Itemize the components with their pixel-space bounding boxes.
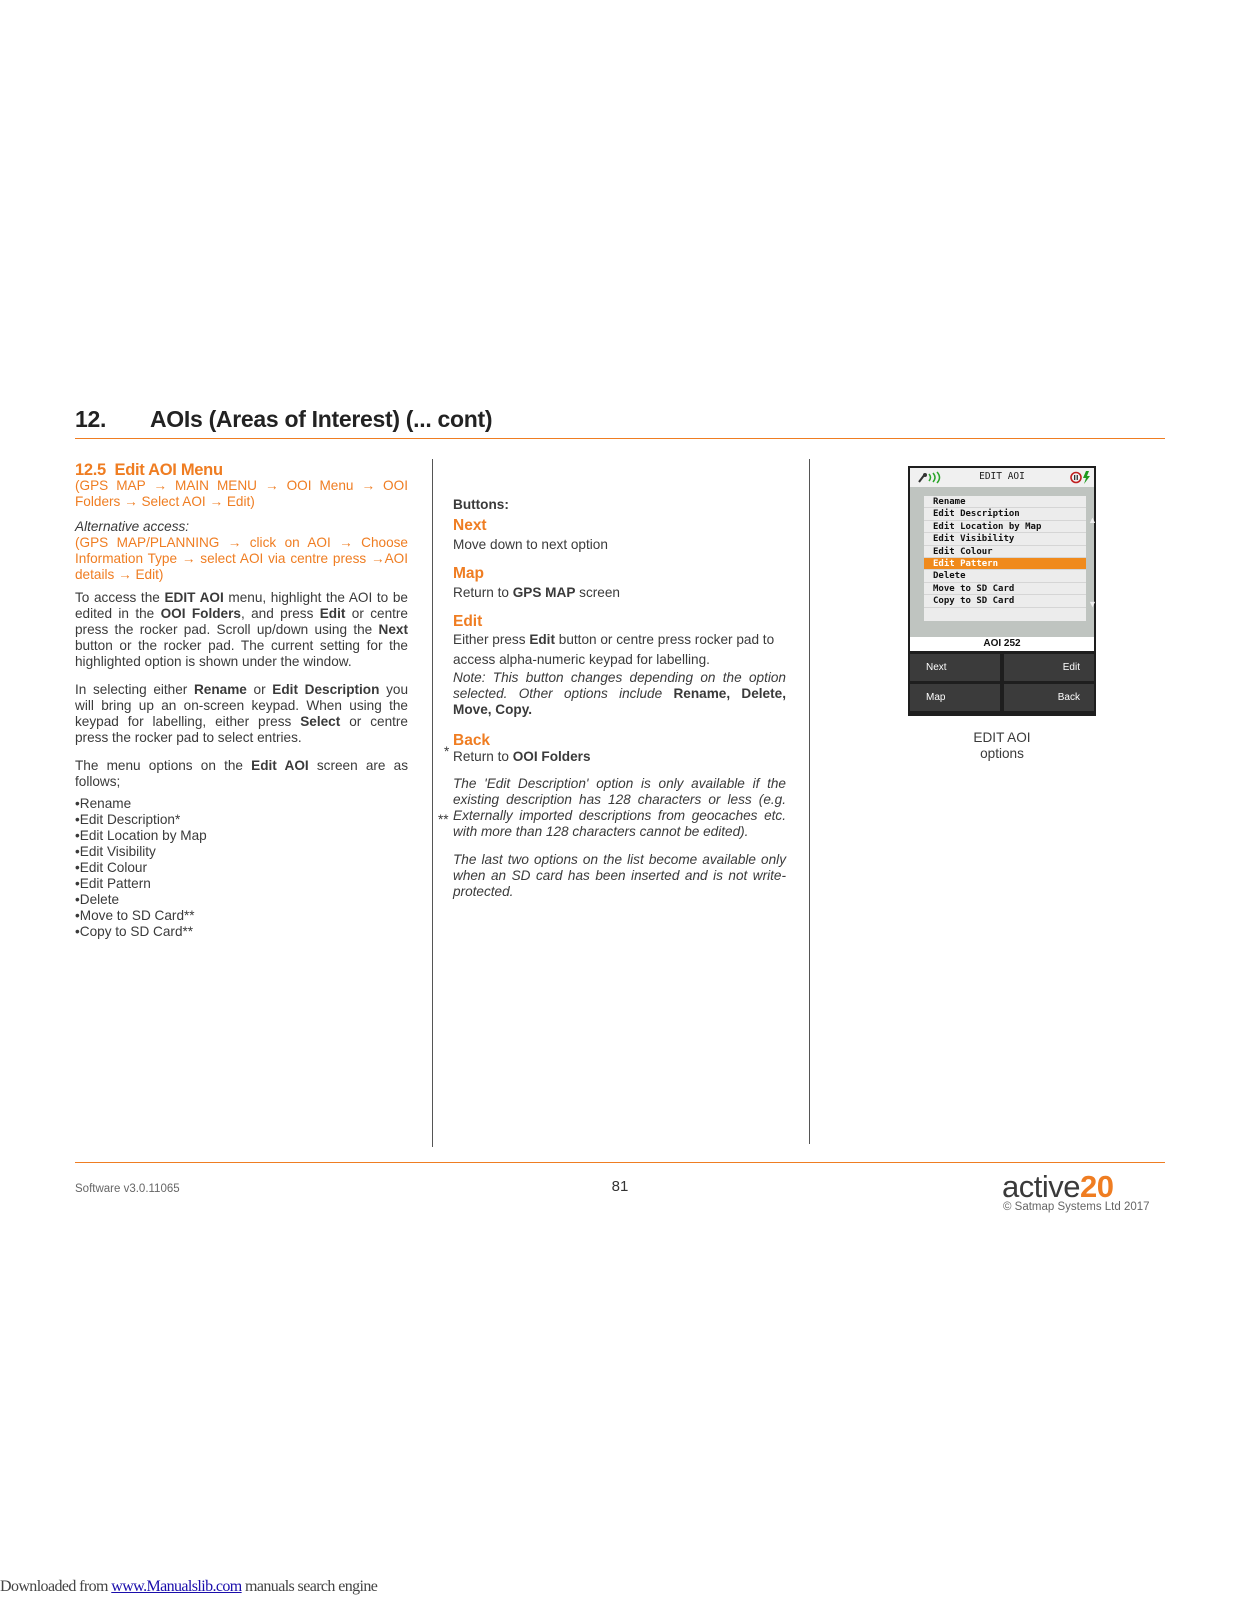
- text-bold: OOI Folders: [512, 749, 591, 764]
- text: button or the rocker pad. The current setting for the highlighted option is shown under the window.: [75, 638, 408, 669]
- text-bold: Edit AOI: [251, 758, 309, 773]
- brand-logo-number: 20: [1079, 1169, 1114, 1204]
- device-menu-item[interactable]: Edit Description: [924, 508, 1086, 520]
- device-menu-list: [924, 496, 1086, 621]
- section-title: Edit AOI Menu: [114, 461, 223, 479]
- list-item: • Edit Visibility: [75, 844, 408, 860]
- column-divider-left: [432, 459, 433, 1147]
- paragraph-options-intro: [75, 758, 408, 790]
- text: The menu options on the: [75, 758, 252, 773]
- list-item: • Edit Pattern: [75, 876, 408, 892]
- list-item: • Rename: [75, 796, 408, 812]
- caption-line-1: EDIT AOI: [973, 730, 1031, 745]
- scroll-up-icon[interactable]: ▲: [1088, 515, 1097, 525]
- chapter-number: 12.: [75, 406, 107, 432]
- back-heading: Back: [453, 732, 491, 749]
- list-item: • Copy to SD Card**: [75, 924, 408, 940]
- brand-logo-text: active: [1002, 1169, 1080, 1204]
- download-suffix: manuals search engine: [241, 1578, 378, 1595]
- text-bold: Rename: [193, 682, 247, 697]
- left-column: [75, 462, 408, 940]
- copyright: © Satmap Systems Ltd 2017: [1003, 1201, 1150, 1213]
- device-menu-item[interactable]: Edit Visibility: [924, 533, 1086, 545]
- section-heading: [75, 462, 408, 478]
- text: Return to: [453, 585, 513, 600]
- battery-icon: [1070, 471, 1092, 484]
- device-title: EDIT AOI: [979, 471, 1025, 482]
- text: Either press: [453, 632, 530, 647]
- top-rule: [75, 438, 1165, 439]
- page-heading: [75, 406, 1165, 438]
- edit-note: [453, 670, 786, 718]
- map-heading: Map: [453, 565, 484, 582]
- text-italic: Note: This button changes depending on the option selected. Other options include: [453, 670, 786, 701]
- caption-line-2: options: [980, 746, 1024, 761]
- device-menu-item[interactable]: Copy to SD Card: [924, 595, 1086, 607]
- device-caption: [908, 730, 1096, 762]
- text: button or centre press rocker pad to access alpha-numeric keypad for labelling.: [453, 632, 775, 667]
- device-menu-item[interactable]: Rename: [924, 496, 1086, 508]
- map-description: [453, 585, 786, 601]
- paragraph-keypad: [75, 682, 408, 746]
- text: or centre press the rocker pad. Scroll up/down using the: [75, 606, 408, 637]
- text: screen: [575, 585, 620, 600]
- back-description: [444, 744, 786, 765]
- text-bold: Next: [378, 622, 408, 637]
- text: To access the: [75, 590, 165, 605]
- paragraph-access: [75, 590, 408, 670]
- text: you will bring up an on-screen keypad. When using the keypad for labelling, either press: [75, 682, 409, 729]
- edit-heading: Edit: [453, 613, 483, 630]
- alt-access-path: (GPS MAP/PLANNING → click on AOI → Choose Information Type → select AOI via centre press →AOI details → Edit): [75, 535, 408, 582]
- device-menu-item[interactable]: Move to SD Card: [924, 583, 1086, 595]
- download-prefix: Downloaded from: [0, 1578, 112, 1595]
- footnote-marker-2: **: [438, 812, 449, 827]
- list-item: • Edit Colour: [75, 860, 408, 876]
- menu-path: (GPS MAP → MAIN MENU → OOI Menu → OOI Folders → Select AOI → Edit): [75, 478, 408, 509]
- footnote-1: [438, 776, 786, 840]
- device-status-bar: [910, 468, 1094, 487]
- text: or: [246, 682, 273, 697]
- text-bold: OOI Folders: [160, 606, 241, 621]
- device-map-button[interactable]: Map: [910, 684, 1000, 711]
- software-version: Software v3.0.11065: [75, 1183, 180, 1195]
- manualslib-link[interactable]: www.Manualslib.com: [111, 1578, 242, 1595]
- buttons-label: Buttons:: [453, 497, 509, 512]
- next-description: Move down to next option: [453, 537, 608, 552]
- text-bold: EDIT AOI: [164, 590, 224, 605]
- text-bold: Rename, Delete, Move, Copy.: [453, 686, 786, 717]
- middle-column: [438, 497, 786, 900]
- footnote-marker-1: *: [444, 744, 450, 759]
- device-body: [910, 487, 1097, 637]
- text: menu, highlight the AOI to be edited in the: [75, 590, 408, 621]
- list-item: • Delete: [75, 892, 408, 908]
- device-back-button[interactable]: Back: [1004, 684, 1094, 711]
- device-menu-item-selected[interactable]: Edit Pattern: [924, 558, 1086, 570]
- text: In selecting either: [75, 682, 194, 697]
- text: or centre press the rocker pad to select entries.: [75, 714, 408, 745]
- text: , and press: [240, 606, 320, 621]
- brand-logo: [1002, 1169, 1114, 1204]
- list-item: • Edit Description*: [75, 812, 408, 828]
- text: screen are as follows;: [75, 758, 408, 789]
- chapter-title: AOIs (Areas of Interest) (... cont): [150, 406, 493, 432]
- next-heading: Next: [453, 517, 487, 534]
- page-number: 81: [611, 1178, 629, 1195]
- section-number: 12.5: [75, 461, 106, 479]
- text-bold: GPS MAP: [512, 585, 576, 600]
- device-menu-item[interactable]: Delete: [924, 570, 1086, 582]
- device-aoi-name-bar: AOI 252: [910, 637, 1094, 651]
- text-bold: Edit: [319, 606, 346, 621]
- download-notice: [0, 1578, 377, 1596]
- text-bold: Select: [300, 714, 341, 729]
- text-bold: Edit: [529, 632, 555, 647]
- alt-access-label: Alternative access:: [75, 519, 190, 534]
- bottom-rule: [75, 1162, 1165, 1163]
- list-item: • Move to SD Card**: [75, 908, 408, 924]
- scroll-down-icon[interactable]: ▼: [1088, 599, 1097, 609]
- options-list: [75, 796, 408, 940]
- text: Return to: [453, 749, 513, 764]
- device-screen: [908, 466, 1096, 716]
- text-bold: Edit Description: [272, 682, 380, 697]
- device-menu-item[interactable]: Edit Location by Map: [924, 521, 1086, 533]
- device-edit-button[interactable]: Edit: [1004, 654, 1094, 681]
- list-item: • Edit Location by Map: [75, 828, 408, 844]
- device-menu-item[interactable]: Edit Colour: [924, 546, 1086, 558]
- text-italic: The 'Edit Description' option is only available if the existing description has 128 characters or less (e.g. Externally imported descriptions from geocaches etc. with more than 128 characters cannot be edited).: [453, 776, 786, 839]
- edit-description: [453, 630, 786, 670]
- footnote-2: The last two options on the list become available only when an SD card has been inserted and is not write-protected.: [453, 852, 786, 899]
- device-next-button[interactable]: Next: [910, 654, 1000, 681]
- column-divider-right: [809, 459, 810, 1144]
